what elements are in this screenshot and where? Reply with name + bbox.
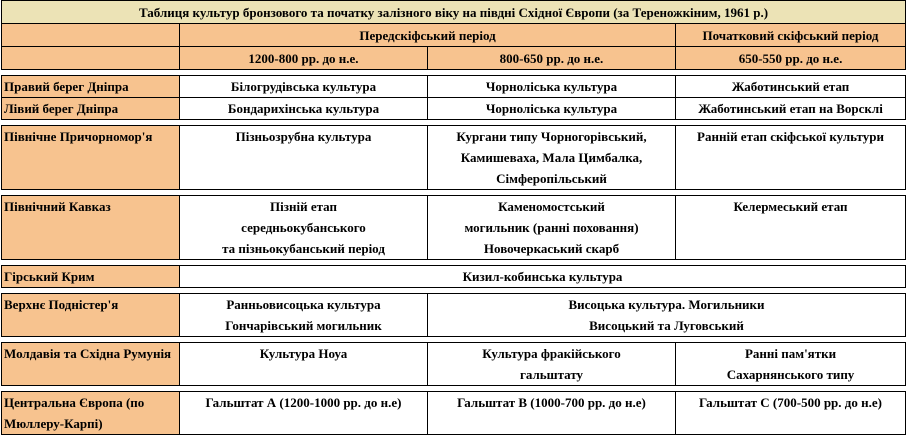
region-label: Правий берег Дніпра <box>2 76 180 98</box>
table-row <box>2 98 906 120</box>
culture-cell: Пізньозрубна культура <box>180 126 428 190</box>
culture-line: середньокубанського <box>241 220 366 235</box>
culture-line: Кургани типу Чорногорівський, <box>456 129 647 144</box>
culture-cell: Культура Ноуа <box>180 343 428 386</box>
culture-cell <box>428 126 676 190</box>
table-row <box>2 294 906 337</box>
date-range-2: 800-650 рр. до н.е. <box>428 47 676 70</box>
period-early-scythian: Початковий скіфський період <box>676 24 906 47</box>
culture-cell: Гальштат А (1200-1000 рр. до н.е) <box>180 392 428 435</box>
culture-line: Сімферопільський <box>496 171 607 186</box>
culture-line: Висоцька культура. Могильники <box>568 297 765 312</box>
period-header-row <box>2 24 906 47</box>
culture-cell: Білогрудівська культура <box>180 76 428 98</box>
culture-cell <box>180 196 428 260</box>
culture-line: Ранні пам'ятки <box>744 346 837 361</box>
culture-cell: Гальштат В (1000-700 рр. до н.е) <box>428 392 676 435</box>
culture-cell: Гальштат С (700-500 рр. до н.е) <box>676 392 906 435</box>
culture-line: та пізньокубанський період <box>222 241 385 256</box>
culture-cell <box>428 343 676 386</box>
table-title: Таблиця культур бронзового та початку залізного віку на півдні Східної Європи (за Тереножкіним, 1961 р.) <box>2 1 906 24</box>
title-row <box>2 1 906 24</box>
region-label: Північне Причорномор'я <box>2 126 180 190</box>
table-row <box>2 392 906 435</box>
culture-line: гальштату <box>519 367 584 382</box>
region-label: Північний Кавказ <box>2 196 180 260</box>
table-row <box>2 266 906 288</box>
culture-line: Камишеваха, Мала Цимбалка, <box>460 150 643 165</box>
table-row <box>2 343 906 386</box>
table-row <box>2 196 906 260</box>
cultures-table <box>1 0 906 435</box>
culture-cell: Бондарихінська культура <box>180 98 428 120</box>
culture-cell <box>676 343 906 386</box>
table-row <box>2 76 906 98</box>
culture-cell: Кизил-кобинська культура <box>180 266 906 288</box>
culture-cell <box>180 294 428 337</box>
region-label: Верхнє Подністер'я <box>2 294 180 337</box>
date-range-3: 650-550 рр. до н.е. <box>676 47 906 70</box>
date-range-1: 1200-800 рр. до н.е. <box>180 47 428 70</box>
culture-line: Каменомостський <box>498 199 605 214</box>
culture-line: Висоцький та Луговський <box>589 318 744 333</box>
culture-line: Новочеркаський скарб <box>483 241 620 256</box>
header-blank-cell <box>2 24 180 47</box>
culture-cell <box>428 294 906 337</box>
culture-cell: Ранній етап скіфської культури <box>676 126 906 190</box>
region-label: Молдавія та Східна Румунія <box>2 343 180 386</box>
culture-line: Гончарівський могильник <box>225 318 382 333</box>
culture-line: Ранньовисоцька культура <box>226 297 381 312</box>
culture-cell: Жаботинський етап <box>676 76 906 98</box>
region-label: Гірський Крим <box>2 266 180 288</box>
culture-cell: Жаботинський етап на Ворсклі <box>676 98 906 120</box>
table-row <box>2 126 906 190</box>
header-blank-cell <box>2 47 180 70</box>
dates-header-row <box>2 47 906 70</box>
culture-cell <box>428 196 676 260</box>
region-label: Центральна Європа (по Мюллеру-Карпі) <box>2 392 180 435</box>
culture-line: могильник (ранні поховання) <box>464 220 639 235</box>
culture-line: Культура фракійського <box>482 346 621 361</box>
culture-line: Пізній етап <box>270 199 337 214</box>
culture-cell: Чорноліська культура <box>428 98 676 120</box>
culture-cell: Келермеський етап <box>676 196 906 260</box>
period-pre-scythian: Передскіфський період <box>180 24 676 47</box>
region-label: Лівий берег Дніпра <box>2 98 180 120</box>
culture-cell: Чорноліська культура <box>428 76 676 98</box>
culture-line: Сахарнянського типу <box>726 367 855 382</box>
